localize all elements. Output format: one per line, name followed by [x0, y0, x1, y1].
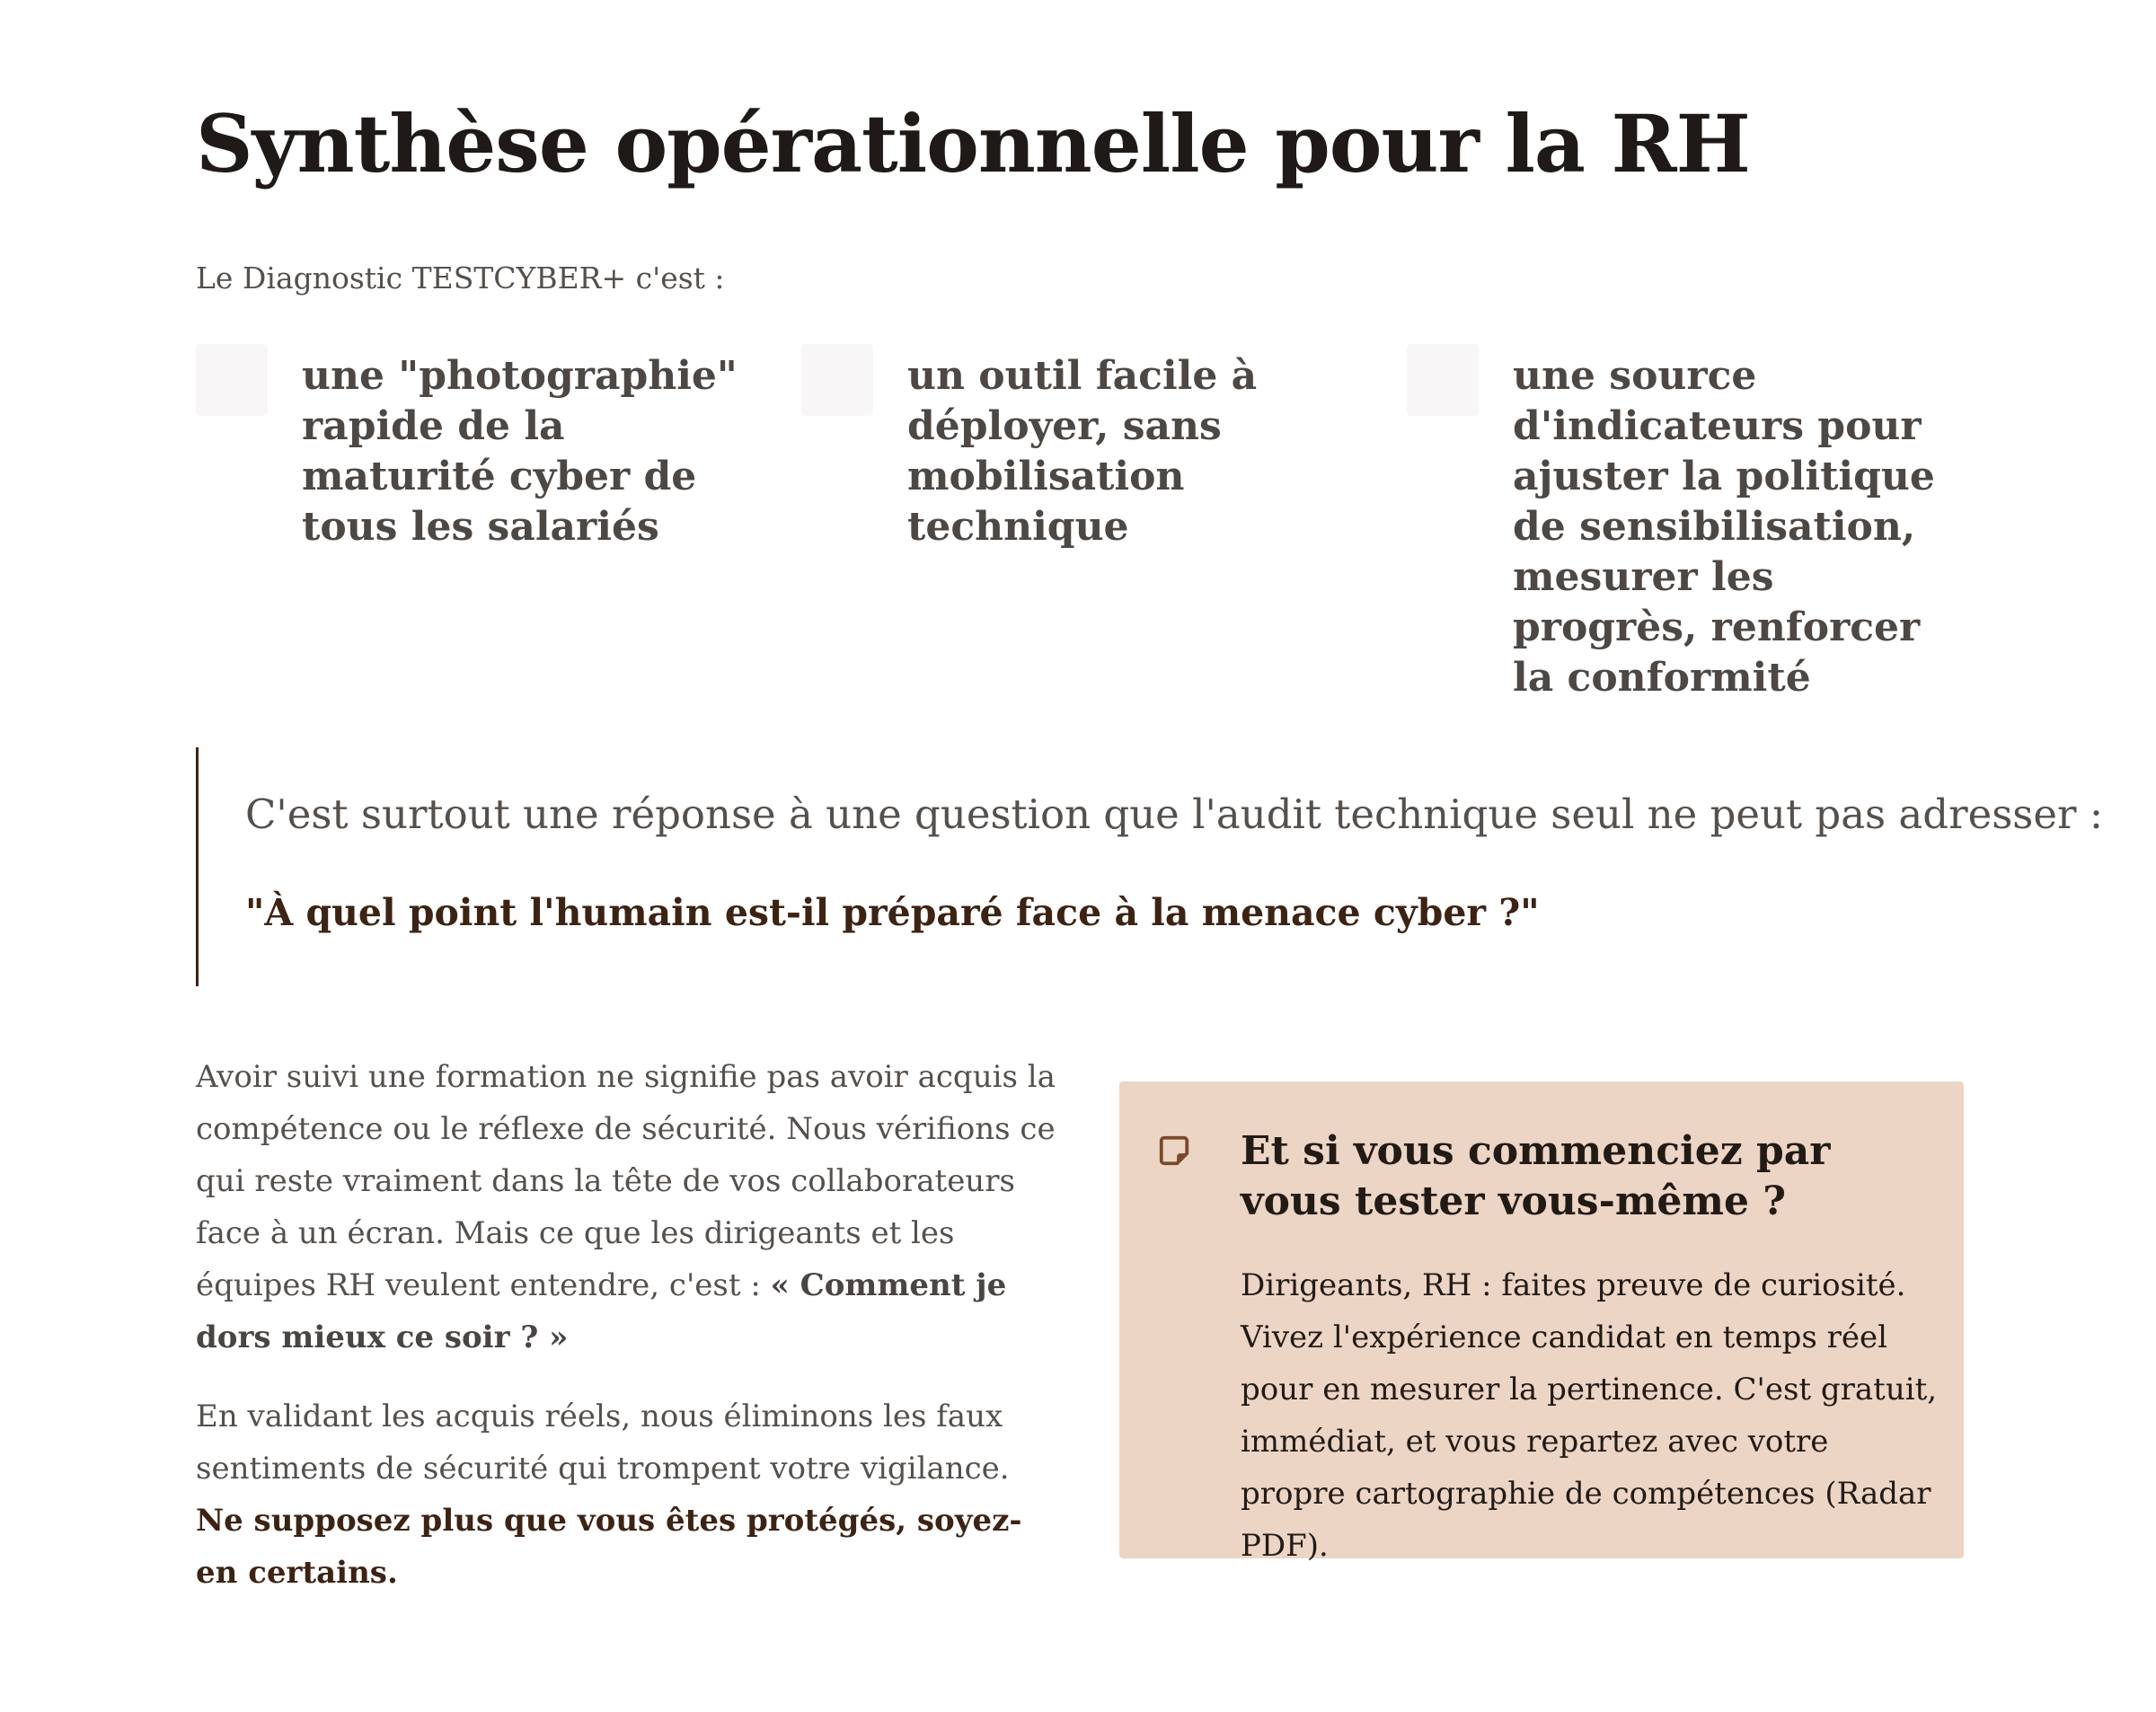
body-text-column: [196, 1051, 1058, 1626]
body-paragraph-1-emphasis: « Comment je dors mieux ce soir ? »: [196, 1267, 1007, 1355]
placeholder-icon: [196, 344, 268, 416]
sticky-note-icon: [1157, 1134, 1191, 1168]
quote-lead: C'est surtout une réponse à une question que l'audit technique seul ne peut pas adresser :: [245, 790, 2104, 838]
callout-title: Et si vous commenciez par vous tester vous-même ?: [1241, 1128, 1831, 1224]
page-title: Synthèse opérationnelle pour la RH: [196, 97, 1750, 190]
body-paragraph-2-emphasis: Ne supposez plus que vous êtes protégés, soyez-en certains.: [196, 1503, 1022, 1591]
quote-question: "À quel point l'humain est-il préparé face à la menace cyber ?": [245, 891, 1540, 934]
body-paragraph-2: [196, 1390, 1058, 1599]
intro-text: Le Diagnostic TESTCYBER+ c'est :: [196, 260, 725, 296]
placeholder-icon: [801, 344, 873, 416]
body-paragraph-1: [196, 1051, 1058, 1363]
feature-card-text: une "photographie" rapide de la maturité cyber de tous les salariés: [302, 353, 738, 550]
placeholder-icon: [1407, 344, 1479, 416]
body-paragraph-1-text: Avoir suivi une formation ne signifie pas avoir acquis la compétence ou le réflexe de sécurité. Nous vérifions ce qui reste vraiment dans la tête de vos collaborateurs face à un écran. Mais ce que les dirigeants et les équipes RH veulent entendre, c'est :: [196, 1059, 1056, 1303]
callout-box: [1119, 1081, 1964, 1564]
callout-body: Dirigeants, RH : faites preuve de curiosité. Vivez l'expérience candidat en temps réel pour en mesurer la pertinence. C'est gratuit, immédiat, et vous repartez avec votre propre cartographie de compétences (Radar PDF).: [1241, 1267, 1938, 1564]
blockquote: [196, 747, 2104, 986]
body-paragraph-2-text: En validant les acquis réels, nous éliminons les faux sentiments de sécurité qui trompent votre vigilance.: [196, 1399, 1010, 1487]
feature-card-text: une source d'indicateurs pour ajuster la politique de sensibilisation, mesurer les progrès, renforcer la conformité: [1513, 353, 1935, 701]
feature-card-text: un outil facile à déployer, sans mobilisation technique: [907, 353, 1258, 550]
feature-cards: [196, 344, 2010, 721]
